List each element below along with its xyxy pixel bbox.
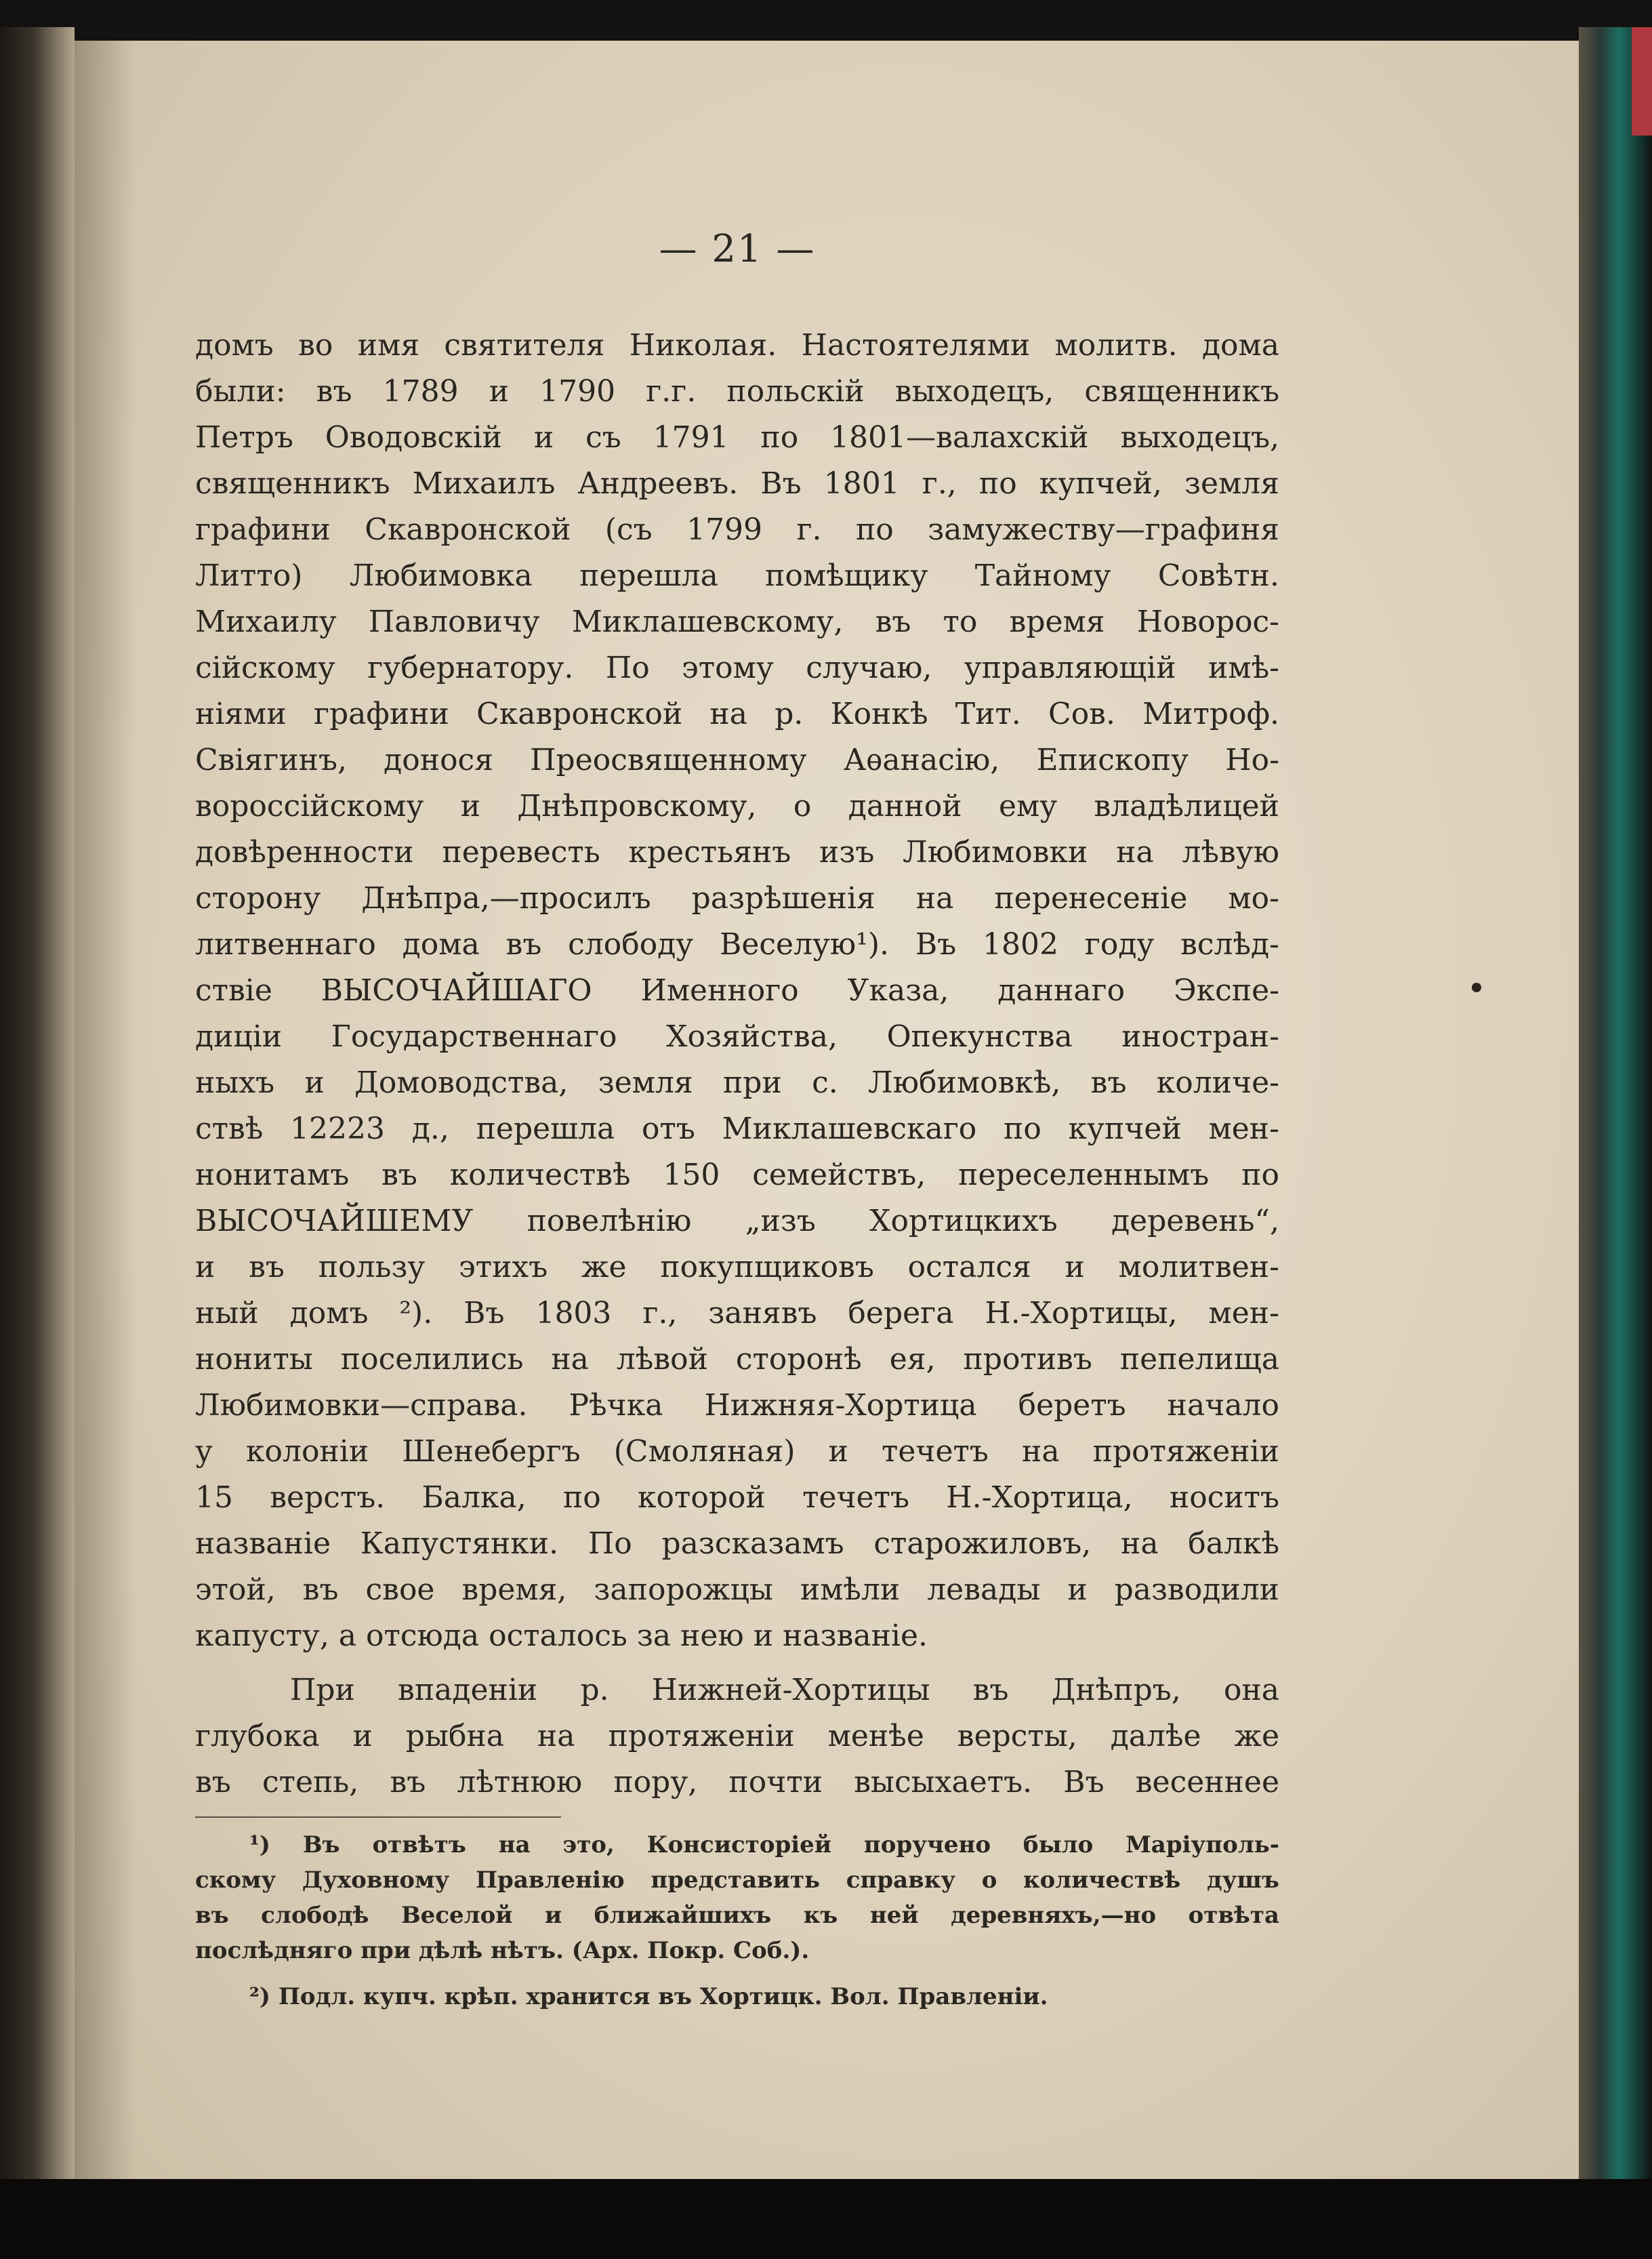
body-line: были: въ 1789 и 1790 г.г. польскій выходецъ, священникъ — [195, 374, 1279, 409]
body-line: нониты поселились на лѣвой сторонѣ ея, противъ пепелища — [195, 1342, 1279, 1377]
scan-border-top — [0, 0, 1652, 41]
body-line: 15 верстъ. Балка, по которой течетъ Н.-Хортица, носитъ — [195, 1480, 1279, 1515]
cover-red-tab — [1632, 27, 1652, 136]
body-line: графини Скавронской (съ 1799 г. по замужеству—графиня — [195, 512, 1279, 547]
book-cover-edge — [1579, 27, 1652, 2182]
body-line: ніями графини Скавронской на р. Конкѣ Тит. Сов. Митроф. — [195, 697, 1279, 731]
body-line: глубока и рыбна на протяженіи менѣе версты, далѣе же — [195, 1719, 1279, 1753]
body-line: ВЫСОЧАЙШЕМУ повелѣнію „изъ Хортицкихъ деревень“, — [195, 1204, 1279, 1238]
body-line: ный домъ ²). Въ 1803 г., занявъ берега Н.-Хортицы, мен- — [195, 1296, 1279, 1330]
body-line: Литто) Любимовка перешла помѣщику Тайному Совѣтн. — [195, 558, 1279, 593]
body-line: литвеннаго дома въ слободу Веселую¹). Въ 1802 году вслѣд- — [195, 927, 1279, 962]
body-line: у колоніи Шенебергъ (Смоляная) и течетъ на протяженіи — [195, 1434, 1279, 1469]
footnote-line: въ слободѣ Веселой и ближайшихъ къ ней деревняхъ,—но отвѣта — [195, 1902, 1279, 1929]
body-line: въ степь, въ лѣтнюю пору, почти высыхаетъ. Въ весеннее — [195, 1765, 1279, 1799]
body-line: диціи Государственнаго Хозяйства, Опекунства иностран- — [195, 1019, 1279, 1054]
body-line: Любимовки—справа. Рѣчка Нижняя-Хортица беретъ начало — [195, 1388, 1279, 1423]
body-line: этой, въ свое время, запорожцы имѣли левады и разводили — [195, 1572, 1279, 1607]
body-line: священникъ Михаилъ Андреевъ. Въ 1801 г., по купчей, земля — [195, 466, 1279, 501]
footnote-line: ¹) Въ отвѣтъ на это, Консисторіей поручено было Маріуполь- — [249, 1831, 1279, 1858]
body-line: нонитамъ въ количествѣ 150 семействъ, переселеннымъ по — [195, 1158, 1279, 1192]
body-line: ствіе ВЫСОЧАЙШАГО Именного Указа, даннаго Экспе- — [195, 973, 1279, 1008]
body-line: Свіягинъ, донося Преосвященному Аѳанасію, Епископу Но- — [195, 743, 1279, 777]
page-number: — 21 — — [659, 227, 816, 271]
body-line: названіе Капустянки. По разсказамъ старожиловъ, на балкѣ — [195, 1526, 1279, 1561]
body-line: вороссійскому и Днѣпровскому, о данной ему владѣлицей — [195, 789, 1279, 823]
body-line: сійскому губернатору. По этому случаю, управляющій имѣ- — [195, 651, 1279, 685]
body-line: домъ во имя святителя Николая. Настоятелями молитв. дома — [195, 328, 1279, 363]
body-line: ныхъ и Домоводства, земля при с. Любимовкѣ, въ количе- — [195, 1065, 1279, 1100]
footnote-rule — [195, 1816, 561, 1818]
footnote-line: послѣдняго при дѣлѣ нѣтъ. (Арх. Покр. Соб.). — [195, 1937, 810, 1964]
facing-page-edge — [0, 27, 75, 2182]
body-line: При впаденіи р. Нижней-Хортицы въ Днѣпръ, она — [290, 1673, 1279, 1707]
footnote-line: ²) Подл. купч. крѣп. хранится въ Хортицк. Вол. Правленіи. — [249, 1983, 1048, 2010]
body-line: ствѣ 12223 д., перешла отъ Миклашевскаго по купчей мен- — [195, 1112, 1279, 1146]
body-line: и въ пользу этихъ же покупщиковъ остался и молитвен- — [195, 1250, 1279, 1284]
body-line: сторону Днѣпра,—просилъ разрѣшенія на перенесеніе мо- — [195, 881, 1279, 916]
scan-border-bottom — [0, 2179, 1652, 2259]
paper-speck — [1472, 983, 1481, 992]
body-line: Михаилу Павловичу Миклашевскому, въ то время Новорос- — [195, 605, 1279, 639]
footnote-line: скому Духовному Правленію представить справку о количествѣ душъ — [195, 1867, 1279, 1894]
body-line: довѣренности перевесть крестьянъ изъ Любимовки на лѣвую — [195, 835, 1279, 870]
page-gutter-shadow — [75, 41, 136, 2182]
body-line: Петръ Оводовскій и съ 1791 по 1801—валахскій выходецъ, — [195, 420, 1279, 455]
body-line: капусту, а отсюда осталось за нею и названіе. — [195, 1619, 928, 1653]
